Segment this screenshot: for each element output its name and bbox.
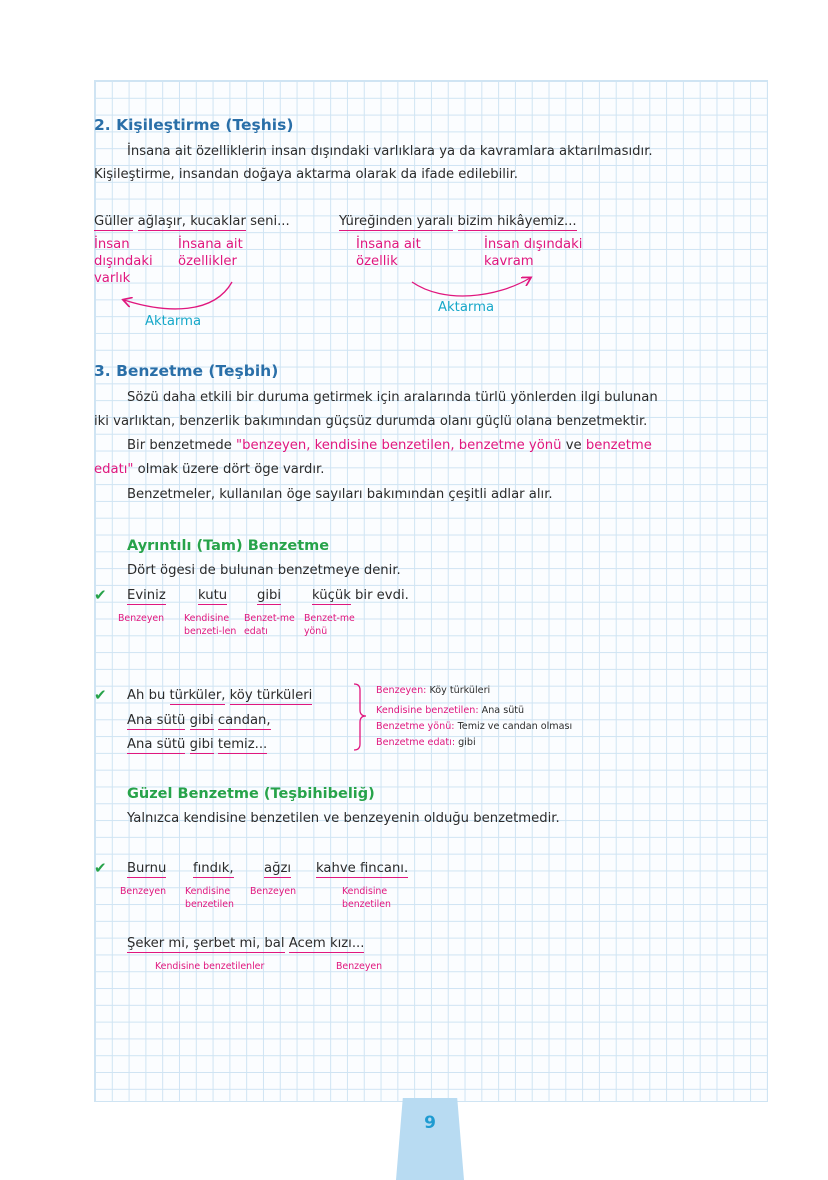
paragraph-line (127, 438, 652, 453)
check-icon: ✔ (94, 859, 107, 877)
word: gibi (257, 588, 282, 603)
word: küçük (312, 588, 351, 603)
word: kutu (198, 588, 228, 603)
key-value: Ana sütü (481, 705, 525, 716)
text-run (185, 713, 189, 728)
poem-line (127, 688, 312, 703)
poem-line (127, 737, 267, 752)
underlined-word: bizim hikâyemiz... (457, 214, 577, 229)
subheading-tam-benzetme: Ayrıntılı (Tam) Benzetme (127, 538, 330, 554)
paragraph-line: Benzetmeler, kullanılan öge sayıları bakımından çeşitli adlar alır. (127, 487, 553, 502)
underlined-word: candan, (217, 713, 271, 728)
page-number-tab (396, 1098, 464, 1180)
underlined-word: Şeker mi, şerbet mi, bal (127, 936, 285, 951)
annotation-label: İnsana ait özellikler (178, 237, 243, 269)
word: Burnu (127, 861, 167, 876)
highlight-text: "benzeyen, kendisine benzetilen, benzetme yönü (236, 438, 562, 453)
word: fındık, (193, 861, 234, 876)
paragraph-line (94, 462, 324, 477)
key-value: gibi (458, 737, 476, 748)
word: kahve fincanı. (316, 861, 409, 876)
key-label: Benzetme yönü: (376, 721, 455, 732)
underlined-word: Güller (94, 214, 134, 229)
sentence-rest: seni... (245, 214, 290, 229)
section-heading-kisilestirme: 2. Kişileştirme (Teşhis) (94, 116, 294, 134)
highlight-text: edatı" (94, 462, 134, 477)
underlined-word (264, 861, 291, 876)
underlined-word: Ana sütü (127, 737, 186, 752)
arrow-curve (124, 282, 232, 309)
underlined-word: Yüreğinden yaralı (339, 214, 454, 229)
underlined-word: gibi (189, 713, 214, 728)
arrow-label: Aktarma (438, 300, 495, 315)
annotation-label: İnsan dışındaki varlık (94, 237, 153, 286)
example-sentence-end (312, 588, 409, 603)
page-number: 9 (424, 1113, 436, 1133)
text-run (225, 688, 229, 703)
key-value: Temiz ve candan olması (457, 721, 573, 732)
arrow-label: Aktarma (145, 314, 202, 329)
element-label: Benzet-me edatı (244, 613, 295, 637)
text-run: Bir benzetmede (127, 438, 237, 453)
underlined-word (127, 861, 166, 876)
word: ağzı (264, 861, 292, 876)
key-value-line (376, 737, 476, 748)
element-label: Kendisine benzetilen (342, 886, 391, 910)
key-value-line (376, 705, 524, 716)
underlined-word: köy türküleri (229, 688, 313, 703)
underlined-word: Acem kızı... (288, 936, 365, 951)
annotation-label: İnsan dışındaki kavram (484, 237, 583, 269)
word: Eviniz (127, 588, 166, 603)
underlined-word: Ana sütü (127, 713, 186, 728)
text-run: olmak üzere dört öge vardır. (133, 462, 325, 477)
key-value-line (376, 685, 490, 696)
underlined-word (193, 861, 234, 876)
underlined-word (127, 588, 166, 603)
element-label: Kendisine benzetilen (185, 886, 234, 910)
element-label: Kendisine benzeti-len (184, 613, 237, 637)
element-label: Benzeyen (120, 886, 167, 897)
paragraph-line: Sözü daha etkili bir duruma getirmek için aralarında türlü yönlerden ilgi bulunan (127, 390, 658, 405)
underlined-word: temiz... (217, 737, 268, 752)
underlined-word (316, 861, 408, 876)
section-heading-benzetme: 3. Benzetme (Teşbih) (94, 362, 279, 380)
underlined-word: gibi (189, 737, 214, 752)
key-value-line (376, 721, 572, 732)
text-run: ve (561, 438, 586, 453)
highlight-text: benzetme (585, 438, 652, 453)
curly-brace (354, 684, 366, 750)
element-label: Benzeyen (336, 961, 383, 972)
key-value: Köy türküleri (429, 685, 491, 696)
text-run (185, 737, 189, 752)
poem-line (127, 713, 271, 728)
subheading-description: Yalnızca kendisine benzetilen ve benzeyenin olduğu benzetmedir. (127, 811, 560, 826)
key-label: Benzetme edatı: (376, 737, 456, 748)
arrow-curve (412, 278, 530, 296)
element-label: Kendisine benzetilenler (155, 961, 265, 972)
annotation-label: İnsana ait özellik (356, 237, 421, 269)
check-icon: ✔ (94, 686, 107, 704)
text-run: Ah bu (127, 688, 170, 703)
key-label: Kendisine benzetilen: (376, 705, 479, 716)
underlined-word (257, 588, 281, 603)
sentence-rest: bir evdi. (350, 588, 409, 603)
subheading-guzel-benzetme: Güzel Benzetme (Teşbihibeliğ) (127, 786, 375, 802)
underlined-word: ağlaşır, kucaklar (137, 214, 246, 229)
paragraph-line: iki varlıktan, benzerlik bakımından güçsüz durumda olanı güçlü olana benzetmektir. (94, 414, 648, 429)
example-sentence (127, 936, 364, 951)
element-label: Benzet-me yönü (304, 613, 355, 637)
paragraph-line: Kişileştirme, insandan doğaya aktarma olarak da ifade edilebilir. (94, 167, 518, 182)
subheading-description: Dört ögesi de bulunan benzetmeye denir. (127, 563, 401, 578)
element-label: Benzeyen (118, 613, 165, 624)
paragraph-line: İnsana ait özelliklerin insan dışındaki varlıklara ya da kavramlara aktarılmasıdır. (127, 144, 653, 159)
key-label: Benzeyen: (376, 685, 427, 696)
underlined-word (198, 588, 227, 603)
underlined-word: türküler, (169, 688, 226, 703)
check-icon: ✔ (94, 586, 107, 604)
element-label: Benzeyen (250, 886, 297, 897)
